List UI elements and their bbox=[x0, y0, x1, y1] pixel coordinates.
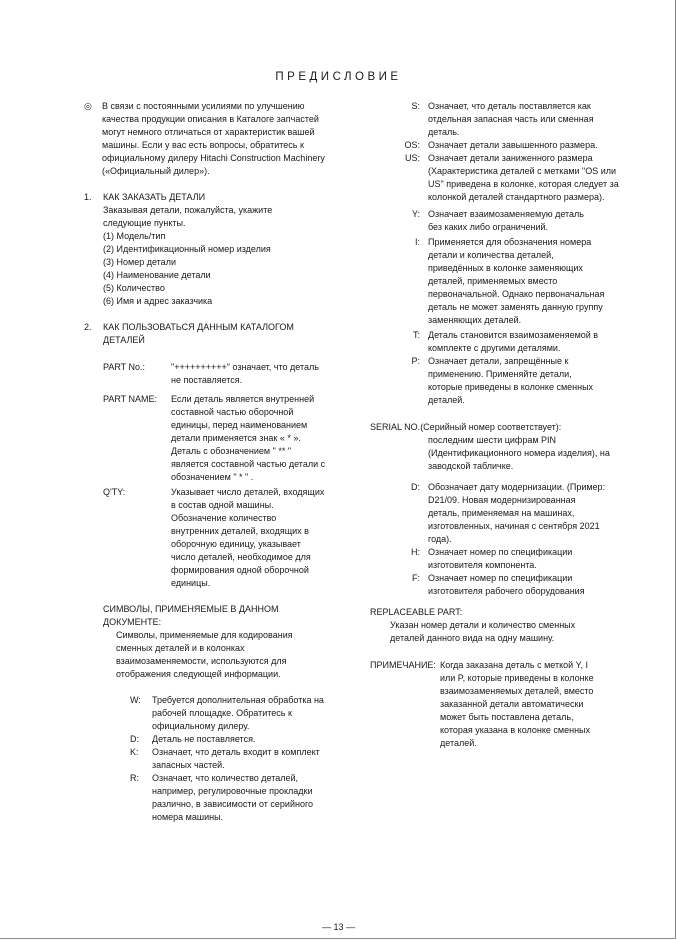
symbol-desc: Означает, что деталь поставляется как отдельная запасная часть или сменная деталь. bbox=[428, 101, 594, 137]
symbol-code: R: bbox=[130, 773, 139, 783]
symbol-code: K: bbox=[130, 747, 139, 757]
symbol-d bbox=[130, 733, 364, 746]
replaceable-label: REPLACEABLE PART: bbox=[370, 607, 463, 617]
symbol-w bbox=[130, 694, 364, 733]
symbol-code: OS: bbox=[404, 140, 420, 150]
symbol-code: P: bbox=[411, 356, 420, 366]
note-label: ПРИМЕЧАНИЕ: bbox=[370, 660, 436, 670]
serial-desc: последним шести цифрам PIN (Идентификационного номера изделия), на заводской табличке. bbox=[428, 435, 610, 471]
replaceable-desc: Указан номер детали и количество сменных деталей данного вида на одну машину. bbox=[390, 620, 576, 643]
symbol-us bbox=[370, 152, 620, 204]
symbol-desc: Означает детали завышенного размера. bbox=[428, 140, 598, 150]
section1-list bbox=[103, 230, 364, 308]
section1-lead: Заказывая детали, пожалуйста, укажите следующие пункты. bbox=[103, 205, 273, 228]
symbol-desc: Деталь не поставляется. bbox=[152, 734, 256, 744]
def-part-no bbox=[103, 361, 364, 387]
symbol-p bbox=[370, 355, 620, 407]
serial-label-rest: (Серийный номер соответствует): bbox=[420, 422, 562, 432]
def-desc: "++++++++++" означает, что деталь не поставляется. bbox=[171, 362, 319, 385]
def-term: PART NAME: bbox=[103, 394, 158, 404]
symbol-code: D: bbox=[411, 482, 420, 492]
serial-code-h bbox=[370, 546, 620, 572]
symbol-code: US: bbox=[404, 153, 420, 163]
section1-number: 1. bbox=[84, 192, 92, 202]
section2-number: 2. bbox=[84, 322, 92, 332]
list-item: (3) Номер детали bbox=[103, 257, 176, 267]
page-title: ПРЕДИСЛОВИЕ bbox=[275, 71, 402, 83]
def-desc: Указывает число деталей, входящих в состав одной машины. Обозначение количество внутренних деталей, входящих в оборочную единицу, указывает число деталей, необходимое для формирования одной оборочной единицы. bbox=[171, 487, 325, 588]
symbol-desc: Применяется для обозначения номера детали и количества деталей, приведённых в колонке заменяющих деталей, применяемых вместо первоначальной. Однако первоначальная деталь не может заменять данную группу заменяющих деталей. bbox=[428, 237, 605, 325]
def-term: Q'TY: bbox=[103, 487, 126, 497]
def-part-name bbox=[103, 393, 364, 484]
symbol-code: H: bbox=[411, 547, 420, 557]
symbol-t bbox=[370, 329, 620, 355]
symbol-code: I: bbox=[414, 237, 420, 247]
serial-label: SERIAL NO. bbox=[370, 422, 421, 432]
intro-text: В связи с постоянными усилиями по улучшению качества продукции описания в Каталоге запчастей могут немного отличаться от характеристик вашей машины. Если у вас есть вопросы, обратитесь к официальному дилеру Hitachi Construction Machinery («Официальный дилер»). bbox=[102, 101, 325, 176]
symbol-code: W: bbox=[130, 695, 141, 705]
symbol-code: T: bbox=[412, 330, 420, 340]
serial-code-d bbox=[370, 481, 620, 546]
symbol-code: F: bbox=[412, 573, 420, 583]
symbols-heading: СИМВОЛЫ, ПРИМЕНЯЕМЫЕ В ДАННОМ ДОКУМЕНТЕ: bbox=[103, 604, 279, 627]
section1-title: КАК ЗАКАЗАТЬ ДЕТАЛИ bbox=[103, 192, 206, 202]
note-desc: Когда заказана деталь с меткой Y, I или P, которые приведены в колонке взаимозаменяемых деталей, вместо заказанной детали автоматически может быть поставлена деталь, которая указана в колонке сменных деталей. bbox=[440, 660, 594, 748]
intro-paragraph bbox=[84, 100, 364, 178]
symbol-desc: Требуется дополнительная обработка на рабочей площадке. Обратитесь к официальному дилеру. bbox=[152, 695, 324, 731]
list-item: (6) Имя и адрес заказчика bbox=[103, 296, 213, 306]
symbol-r bbox=[130, 772, 364, 824]
list-item: (5) Количество bbox=[103, 283, 165, 293]
left-column bbox=[84, 100, 364, 824]
symbol-desc: Означает, что количество деталей, например, регулировочные прокладки различно, в зависимости от серийного номера машины. bbox=[152, 773, 314, 822]
symbol-desc: Обозначает дату модернизации. (Пример: D21/09. Новая модернизированная деталь, применяемая на машинах, изготовленных, начиная с сентября 2021 года). bbox=[428, 482, 606, 544]
symbol-desc: Означает детали заниженного размера (Характеристика деталей с метками "OS или US" приведена в колонке, которая следует за колонкой деталей стандартного размера). bbox=[428, 153, 619, 202]
list-item: (4) Наименование детали bbox=[103, 270, 211, 280]
symbol-code: D: bbox=[130, 734, 139, 744]
symbol-desc: Означает номер по спецификации изготовителя рабочего оборудования bbox=[428, 573, 585, 596]
page-number: — 13 — bbox=[321, 922, 355, 932]
symbol-y bbox=[370, 208, 620, 234]
section1-heading bbox=[84, 191, 364, 204]
list-item: (1) Модель/тип bbox=[103, 231, 166, 241]
def-term: PART No.: bbox=[103, 362, 146, 372]
right-column bbox=[370, 100, 620, 750]
note-block bbox=[370, 659, 620, 750]
symbols-intro: Символы, применяемые для кодирования сменных деталей и в колонках взаимозаменяемости, используются для отображения следующей информации. bbox=[116, 630, 293, 679]
symbol-desc: Деталь становится взаимозаменяемой в комплекте с другими деталями. bbox=[428, 330, 599, 353]
def-desc: Если деталь является внутренней составной частью оборочной единицы, перед наименованием детали применяется знак « * ». Деталь с обозначением " ** " является составной частью детали с обозначением " * " . bbox=[171, 394, 326, 482]
symbol-os bbox=[370, 139, 620, 152]
section2-heading bbox=[84, 321, 364, 347]
symbol-code: Y: bbox=[411, 209, 420, 219]
symbol-desc: Означает, что деталь входит в комплект запасных частей. bbox=[152, 747, 320, 770]
symbol-k bbox=[130, 746, 364, 772]
serial-heading bbox=[370, 421, 620, 434]
serial-code-f bbox=[370, 572, 620, 598]
symbol-s bbox=[370, 100, 620, 139]
def-qty bbox=[103, 486, 364, 590]
symbol-desc: Означает детали, запрещённые к применению. Применяйте детали, которые приведены в колонке сменных деталей. bbox=[428, 356, 594, 405]
bullseye-icon: ◎ bbox=[84, 101, 92, 111]
symbol-i bbox=[370, 236, 620, 327]
symbol-code: S: bbox=[411, 101, 420, 111]
list-item: (2) Идентификационный номер изделия bbox=[103, 244, 271, 254]
symbol-desc: Означает взаимозаменяемую деталь без каких либо ограничений. bbox=[428, 209, 584, 232]
section2-title: КАК ПОЛЬЗОВАТЬСЯ ДАННЫМ КАТАЛОГОМ ДЕТАЛЕЙ bbox=[103, 322, 294, 345]
symbol-desc: Означает номер по спецификации изготовителя компонента. bbox=[428, 547, 573, 570]
